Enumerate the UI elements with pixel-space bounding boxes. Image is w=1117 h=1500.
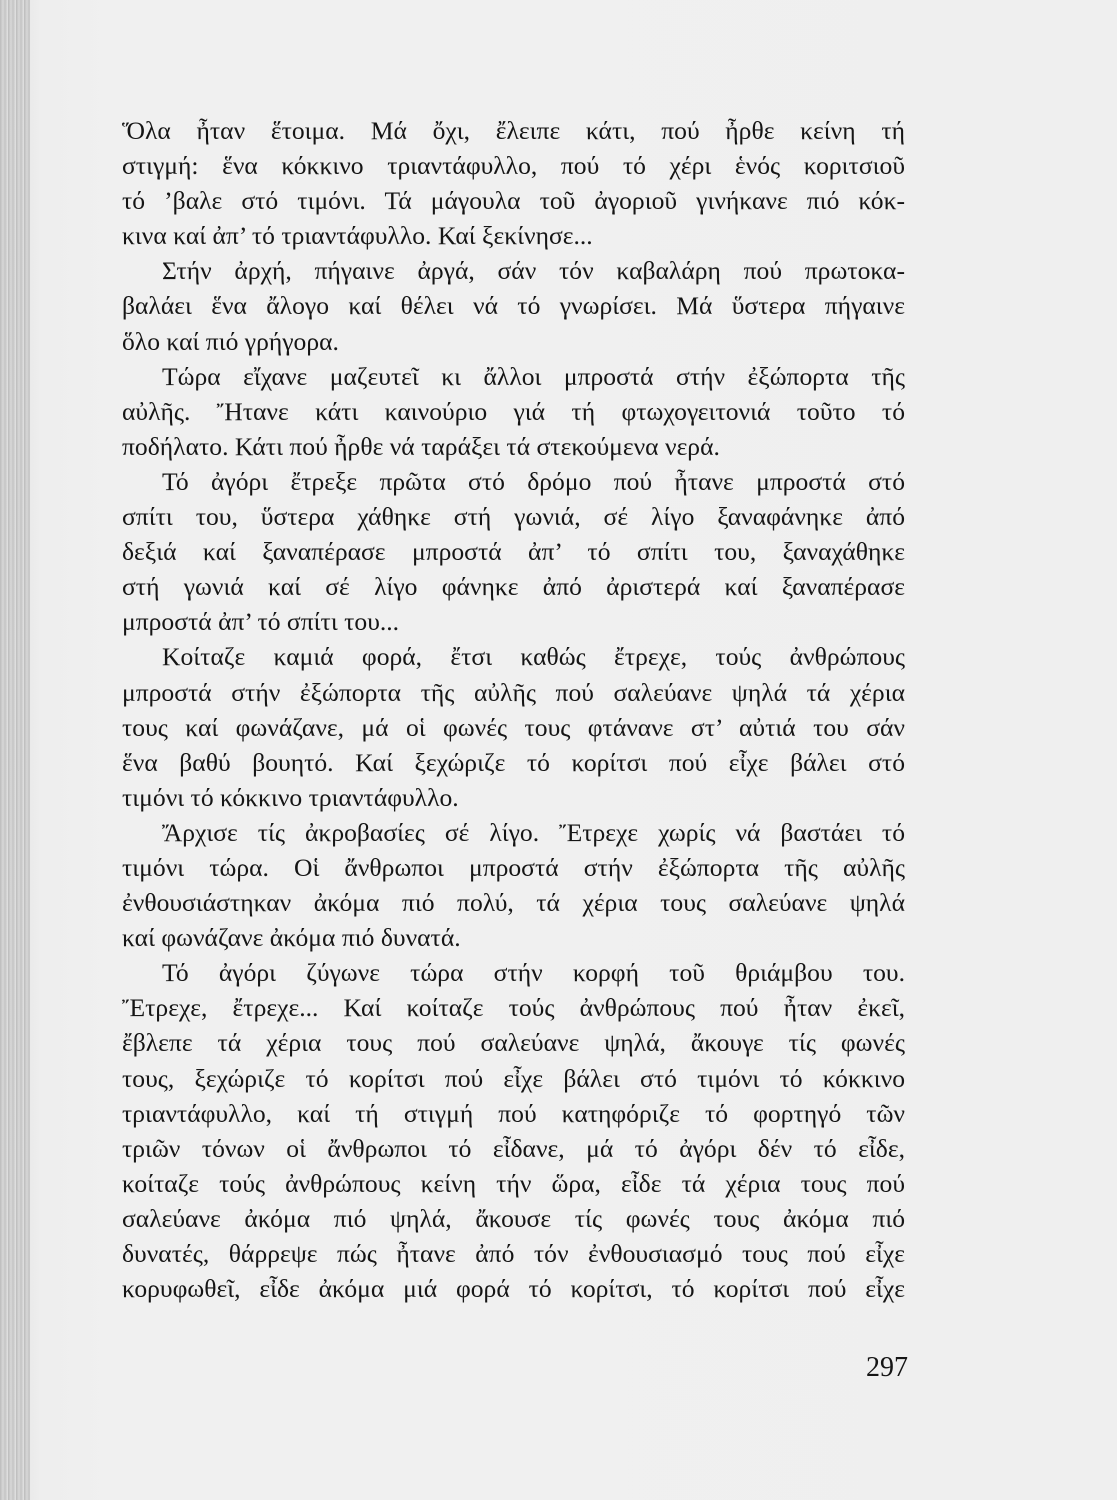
text-line: τους καί φωνάζανε, μά οἱ φωνές τους φτάνανε στ’ αὐτιά του σάν [122, 712, 905, 742]
text-line: Τώρα εἴχανε μαζευτεῖ κι ἄλλοι μπροστά στήν ἐξώπορτα τῆς [162, 361, 905, 391]
text-line: ἔβλεπε τά χέρια τους πού σαλεύανε ψηλά, ἄκουγε τίς φωνές [122, 1028, 905, 1058]
text-line: Ἄρχισε τίς ἀκροβασίες σέ λίγο. Ἔτρεχε χωρίς νά βαστάει τό [162, 817, 905, 847]
text-line: μπροστά στήν ἐξώπορτα τῆς αὐλῆς πού σαλεύανε ψηλά τά χέρια [122, 677, 905, 707]
text-line: μπροστά ἀπ’ τό σπίτι του... [122, 607, 400, 637]
text-line: δεξιά καί ξαναπέρασε μπροστά ἀπ’ τό σπίτι του, ξαναχάθηκε [122, 537, 905, 567]
text-line: στιγμή: ἕνα κόκκινο τριαντάφυλλο, πού τό χέρι ἑνός κοριτσιοῦ [122, 151, 905, 181]
text-line: βαλάει ἕνα ἄλογο καί θέλει νά τό γνωρίσει. Μά ὕστερα πήγαινε [122, 291, 905, 321]
text-line: Τό ἀγόρι ζύγωνε τώρα στήν κορφή τοῦ θριάμβου του. [162, 958, 905, 988]
text-line: σαλεύανε ἀκόμα πιό ψηλά, ἄκουσε τίς φωνές τους ἀκόμα πιό [122, 1203, 905, 1233]
text-line: ἕνα βαθύ βουητό. Καί ξεχώριζε τό κορίτσι πού εἶχε βάλει στό [122, 747, 905, 777]
text-line: τιμόνι τό κόκκινο τριαντάφυλλο. [122, 782, 459, 812]
text-line: Κοίταζε καμιά φορά, ἔτσι καθώς ἔτρεχε, τούς ἀνθρώπους [162, 642, 905, 672]
text-line: Ἔτρεχε, ἔτρεχε... Καί κοίταζε τούς ἀνθρώπους πού ἦταν ἐκεῖ, [122, 993, 905, 1023]
text-line: κινα καί ἀπ’ τό τριαντάφυλλο. Καί ξεκίνησε... [122, 221, 593, 251]
text-line: στή γωνιά καί σέ λίγο φάνηκε ἀπό ἀριστερά καί ξαναπέρασε [122, 572, 905, 602]
body-text [122, 113, 905, 1306]
text-line: κοίταζε τούς ἀνθρώπους κείνη τήν ὥρα, εἶδε τά χέρια τους πού [122, 1168, 905, 1198]
text-line: Ὅλα ἦταν ἕτοιμα. Μά ὄχι, ἔλειπε κάτι, πού ἦρθε κείνη τή [122, 116, 905, 145]
text-line: τιμόνι τώρα. Οἱ ἄνθρωποι μπροστά στήν ἐξώπορτα τῆς αὐλῆς [122, 852, 905, 882]
page-number: 297 [866, 1352, 908, 1383]
text-line: σπίτι του, ὕστερα χάθηκε στή γωνιά, σέ λίγο ξαναφάνηκε ἀπό [122, 502, 905, 532]
text-line: τους, ξεχώριζε τό κορίτσι πού εἶχε βάλει στό τιμόνι τό κόκκινο [122, 1063, 905, 1093]
text-line: τριαντάφυλλο, καί τή στιγμή πού κατηφόριζε τό φορτηγό τῶν [122, 1098, 905, 1128]
text-line: ἐνθουσιάστηκαν ἀκόμα πιό πολύ, τά χέρια τους σαλεύανε ψηλά [122, 888, 905, 918]
text-line: αὐλῆς. Ἤτανε κάτι καινούριο γιά τή φτωχογειτονιά τοῦτο τό [122, 396, 905, 426]
text-line: τό ’βαλε στό τιμόνι. Τά μάγουλα τοῦ ἀγοριοῦ γινήκανε πιό κόκ- [122, 186, 905, 216]
text-line: Στήν ἀρχή, πήγαινε ἀργά, σάν τόν καβαλάρη πού πρωτοκα- [162, 256, 905, 286]
page-binding-edge [0, 0, 30, 1500]
text-line: ὅλο καί πιό γρήγορα. [122, 326, 339, 356]
text-line: Τό ἀγόρι ἔτρεξε πρῶτα στό δρόμο πού ἦτανε μπροστά στό [162, 466, 905, 496]
text-line: ποδήλατο. Κάτι πού ἦρθε νά ταράξει τά στεκούμενα νερά. [122, 431, 720, 461]
text-line: κορυφωθεῖ, εἶδε ἀκόμα μιά φορά τό κορίτσι, τό κορίτσι πού εἶχε [122, 1274, 905, 1304]
text-line: τριῶν τόνων οἱ ἄνθρωποι τό εἶδανε, μά τό ἀγόρι δέν τό εἶδε, [122, 1133, 905, 1163]
text-line: καί φωνάζανε ἀκόμα πιό δυνατά. [122, 923, 461, 953]
text-line: δυνατές, θάρρεψε πώς ἦτανε ἀπό τόν ἐνθουσιασμό τους πού εἶχε [122, 1239, 905, 1268]
